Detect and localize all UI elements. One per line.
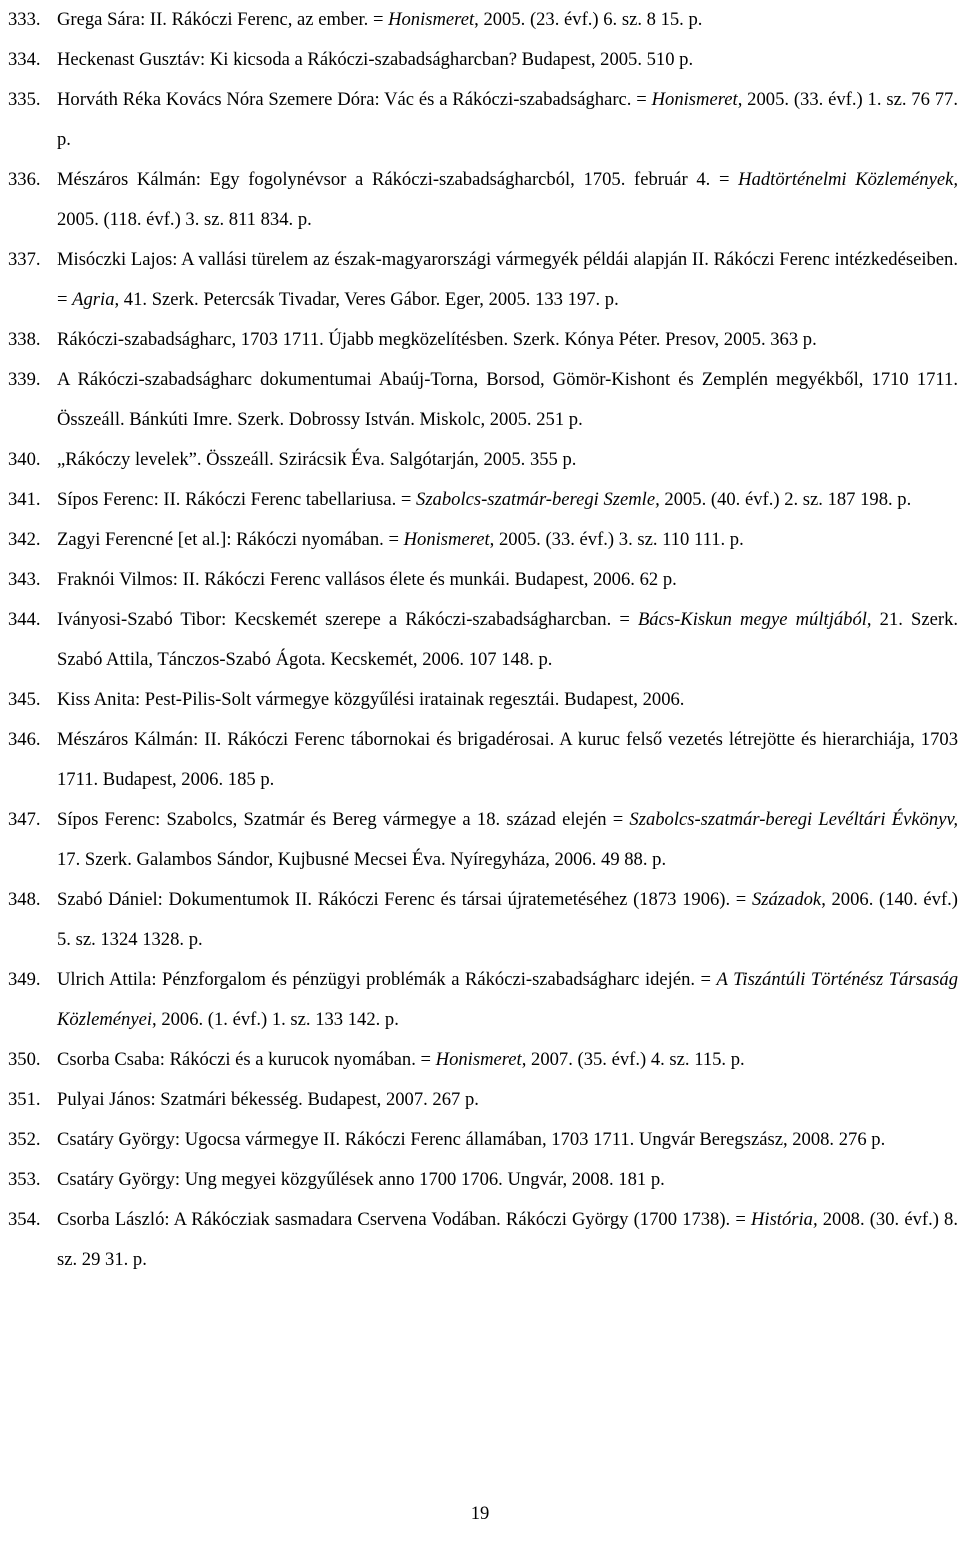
entry-italic-title: Századok [751,889,822,910]
entry-text-segment: , 2005. (33. évf.) 3. sz. 110 111. p. [489,529,744,550]
bibliography-entry [8,1120,958,1160]
bibliography-entry [8,320,958,360]
entry-text-segment: Grega Sára: II. Rákóczi Ferenc, az ember. = [57,9,389,30]
entry-number: 353. [8,1169,41,1190]
entry-text-segment: 2005. (118. évf.) 3. sz. 811 834. p. [57,209,312,230]
entry-text-segment: 17. Szerk. Galambos Sándor, Kujbusné Mecsei Éva. Nyíregyháza, 2006. 49 88. p. [57,849,667,870]
entry-text [57,880,958,960]
entry-text-segment: A Rákóczi-szabadságharc dokumentumai Abaúj-Torna, Borsod, Gömör-Kishont és Zemplén megyékből, 1710 1711. Összeáll. Bánkúti Imre. Szerk. Dobrossy István. Miskolc, 2005. 251 p. [57,369,958,430]
entry-number: 354. [8,1209,41,1230]
entry-text-segment: Pulyai János: Szatmári békesség. Budapest, 2007. 267 p. [57,1089,479,1110]
bibliography-entry [8,800,958,880]
bibliography-entry [8,1160,958,1200]
entry-number: 336. [8,169,41,190]
entry-text-segment: Ulrich Attila: Pénzforgalom és pénzügyi problémák a Rákóczi-szabadságharc idején. = [57,969,717,990]
entry-number: 338. [8,329,41,350]
entry-text-segment: Szabó Dániel: Dokumentumok II. Rákóczi Ferenc és társai újratemetéséhez (1873 1906). = [57,889,752,910]
entry-italic-title: Szabolcs-szatmár-beregi Szemle, [416,489,660,510]
bibliography-entry [8,480,958,520]
entry-number: 347. [8,809,41,830]
entry-italic-title: Honismeret [403,529,490,550]
entry-number: 343. [8,569,41,590]
entry-text-segment: Heckenast Gusztáv: Ki kicsoda a Rákóczi-szabadságharcban? Budapest, 2005. 510 p. [57,49,694,70]
entry-text [57,40,958,80]
bibliography-entry [8,0,958,40]
entry-text [57,800,958,880]
entry-text-segment: Csorba László: A Rákócziak sasmadara Cservena Vodában. Rákóczi György (1700 1738). = [57,1209,751,1230]
entry-number: 334. [8,49,41,70]
entry-text [57,320,958,360]
entry-number: 351. [8,1089,41,1110]
entry-italic-title: Honismeret [651,89,738,110]
entry-text-segment: Misóczki Lajos: A vallási türelem az észak-magyarországi vármegyék példái alapján II. Rákóczi Ferenc intézkedéseiben. = [57,249,958,310]
entry-text-segment: , 2005. (33. évf.) 1. sz. 76 77. p. [57,89,958,150]
entry-text [57,720,958,800]
bibliography-list [8,0,958,1280]
entry-text [57,80,958,160]
entry-italic-title: Honismeret [388,9,475,30]
entry-text-segment: Iványosi-Szabó Tibor: Kecskemét szerepe a Rákóczi-szabadságharcban. = [57,609,638,630]
entry-text [57,240,958,320]
entry-italic-title: Szabolcs-szatmár-beregi Levéltári Évkönyv, [629,809,958,830]
entry-italic-title: História, [750,1209,818,1230]
entry-text-segment: Rákóczi-szabadságharc, 1703 1711. Újabb megközelítésben. Szerk. Kónya Péter. Presov, 2005. 363 p. [57,329,817,350]
entry-text [57,480,958,520]
entry-number: 340. [8,449,41,470]
bibliography-entry [8,520,958,560]
entry-text-segment: Sípos Ferenc: Szabolcs, Szatmár és Bereg vármegye a 18. század elején = [57,809,630,830]
entry-text-segment: Mészáros Kálmán: Egy fogolynévsor a Rákóczi-szabadságharcból, 1705. február 4. = [57,169,739,190]
entry-number: 339. [8,369,41,390]
entry-number: 349. [8,969,41,990]
bibliography-entry [8,40,958,80]
entry-text [57,680,958,720]
entry-text-segment: , 2007. (35. évf.) 4. sz. 115. p. [521,1049,745,1070]
entry-text-segment: 2005. (40. évf.) 2. sz. 187 198. p. [659,489,912,510]
entry-text-segment: Kiss Anita: Pest-Pilis-Solt vármegye közgyűlési iratainak regesztái. Budapest, 2006. [57,689,685,710]
bibliography-entry [8,720,958,800]
entry-italic-title: Bács-Kiskun megye múltjából [637,609,867,630]
entry-text-segment: , 2006. (1. évf.) 1. sz. 133 142. p. [152,1009,399,1030]
bibliography-entry [8,1080,958,1120]
entry-number: 341. [8,489,41,510]
entry-italic-title: Honismeret [435,1049,522,1070]
entry-text-segment: Sípos Ferenc: II. Rákóczi Ferenc tabellariusa. = [57,489,417,510]
entry-text-segment: 2008. (30. évf.) 8. sz. 29 31. p. [57,1209,958,1270]
entry-number: 337. [8,249,41,270]
entry-number: 335. [8,89,41,110]
entry-text [57,440,958,480]
bibliography-entry [8,360,958,440]
entry-number: 352. [8,1129,41,1150]
bibliography-entry [8,880,958,960]
entry-italic-title: Hadtörténelmi Közlemények, [738,169,958,190]
entry-text-segment: Csorba Csaba: Rákóczi és a kurucok nyomában. = [57,1049,436,1070]
entry-text-segment: , 41. Szerk. Petercsák Tivadar, Veres Gábor. Eger, 2005. 133 197. p. [114,289,619,310]
bibliography-entry [8,600,958,680]
entry-text-segment: Csatáry György: Ung megyei közgyűlések anno 1700 1706. Ungvár, 2008. 181 p. [57,1169,665,1190]
entry-text [57,0,958,40]
entry-text [57,1120,958,1160]
bibliography-entry [8,680,958,720]
entry-text [57,600,958,680]
entry-text [57,1200,958,1280]
entry-text [57,360,958,440]
entry-text-segment: , 2006. (140. évf.) 5. sz. 1324 1328. p. [57,889,958,950]
entry-number: 348. [8,889,41,910]
entry-text [57,520,958,560]
entry-text-segment: , 2005. (23. évf.) 6. sz. 8 15. p. [474,9,703,30]
entry-text [57,1080,958,1120]
entry-text-segment: Horváth Réka Kovács Nóra Szemere Dóra: Vác és a Rákóczi-szabadságharc. = [57,89,652,110]
entry-text [57,1160,958,1200]
entry-italic-title: A Tiszántúli Történész Társaság Közleményei [57,969,959,1030]
entry-number: 345. [8,689,41,710]
bibliography-entry [8,960,958,1040]
entry-text-segment: Zagyi Ferencné [et al.]: Rákóczi nyomában. = [57,529,404,550]
bibliography-entry [8,160,958,240]
entry-number: 346. [8,729,41,750]
entry-number: 333. [8,9,41,30]
bibliography-entry [8,240,958,320]
entry-text [57,960,958,1040]
bibliography-entry [8,1200,958,1280]
entry-text-segment: Csatáry György: Ugocsa vármegye II. Rákóczi Ferenc államában, 1703 1711. Ungvár Beregszász, 2008. 276 p. [57,1129,886,1150]
bibliography-entry [8,80,958,160]
bibliography-entry [8,1040,958,1080]
entry-number: 344. [8,609,41,630]
entry-text [57,1040,958,1080]
entry-text-segment: Mészáros Kálmán: II. Rákóczi Ferenc tábornokai és brigadérosai. A kuruc felső vezetés létrejötte és hierarchiája, 1703 1711. Budapest, 2006. 185 p. [57,729,958,790]
bibliography-entry [8,440,958,480]
entry-text [57,560,958,600]
entry-text-segment: „Rákóczy levelek”. Összeáll. Szirácsik Éva. Salgótarján, 2005. 355 p. [57,449,577,470]
entry-text [57,160,958,240]
bibliography-entry [8,560,958,600]
entry-italic-title: Agria [72,289,115,310]
entry-number: 350. [8,1049,41,1070]
page-number: 19 [470,1503,490,1524]
entry-text-segment: , 21. Szerk. Szabó Attila, Tánczos-Szabó Ágota. Kecskemét, 2006. 107 148. p. [57,609,959,670]
entry-number: 342. [8,529,41,550]
entry-text-segment: Fraknói Vilmos: II. Rákóczi Ferenc vallásos élete és munkái. Budapest, 2006. 62 p. [57,569,677,590]
